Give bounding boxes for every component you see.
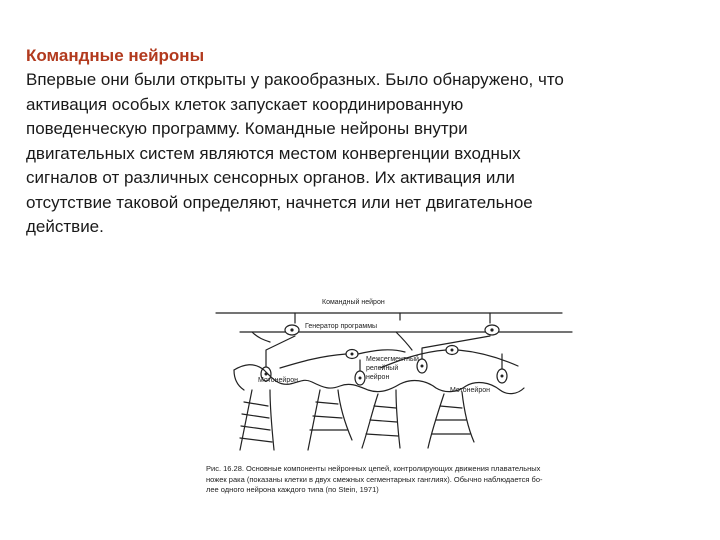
label-motoneuron-right: Мотонейрон	[450, 387, 490, 394]
text-block	[26, 44, 698, 240]
swimmeret-legs	[240, 390, 474, 450]
caption-line: ножек рака (показаны клетки в двух смежных сегментарных ганглиях). Обычно наблюдается бо-	[206, 474, 543, 484]
paragraph-line: активация особых клеток запускает координированную	[26, 94, 464, 114]
slide-heading: Командные нейроны	[26, 46, 205, 65]
paragraph-line: действие.	[26, 217, 104, 236]
paragraph-line: поведенческую программу. Командные нейроны внутри	[26, 119, 468, 138]
command-neuron-axon	[216, 313, 562, 323]
caption-line: Рис. 16.28. Основные компоненты нейронных цепей, контролирующих движения плавательных	[206, 464, 541, 473]
paragraph-line: Впервые они были открыты у ракообразных. Было обнаружено, что	[26, 70, 564, 89]
paragraph-line: сигналов от различных сенсорных органов. Их активация или	[26, 168, 515, 187]
paragraph-line: отсутствие таковой определяют, начнется или нет двигательное	[26, 192, 533, 212]
label-interneuron-2: релейный	[366, 365, 399, 372]
label-interneuron-3: нейрон	[366, 374, 390, 381]
paragraph-line: двигательных систем являются местом конвергенции входных	[26, 143, 521, 163]
label-program-generator: Генератор программы	[305, 323, 378, 330]
label-command-neuron: Командный нейрон	[322, 299, 385, 306]
neural-circuit-figure	[200, 290, 600, 520]
figure-caption	[206, 464, 600, 496]
label-motoneuron-left: Мотонейрон	[258, 377, 298, 384]
label-interneuron-1: Межсегментный	[366, 356, 419, 363]
caption-line: лее одного нейрона каждого типа (по Stein, 1971)	[206, 485, 379, 494]
